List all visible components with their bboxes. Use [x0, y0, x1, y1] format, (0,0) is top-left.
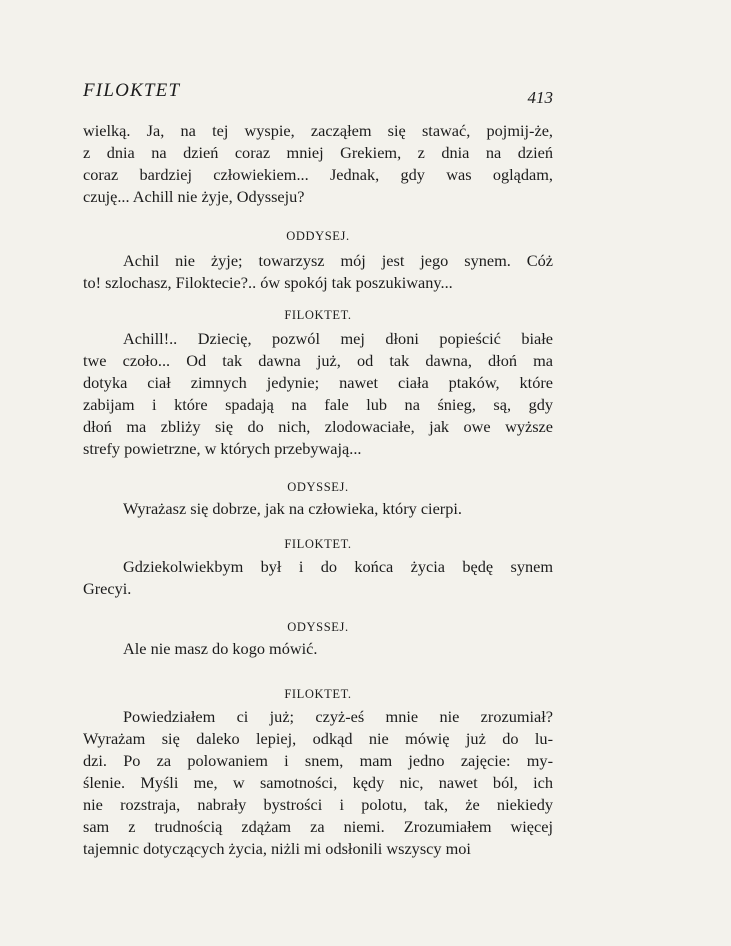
text-line: to! szlochasz, Filoktecie?.. ów spokój tak poszukiwany... — [83, 273, 453, 292]
speaker-name: FILOKTET. — [284, 308, 352, 322]
text-line: wielką. Ja, na tej wyspie, zacząłem się stawać, pojmij-że, — [83, 121, 553, 140]
text-line: zabijam i które spadają na fale lub na śnieg, są, gdy — [83, 395, 553, 414]
paragraph — [83, 498, 553, 520]
text-line: czuję... Achill nie żyje, Odysseju? — [83, 187, 305, 206]
text-line: coraz bardziej człowiekiem... Jednak, gdy was oglądam, — [83, 165, 553, 184]
paragraph — [83, 638, 553, 660]
text-line: nie rozstraja, nabrały bystrości i polotu, tak, że niekiedy — [83, 795, 553, 814]
page-number: 413 — [527, 88, 553, 107]
speaker-name: FILOKTET. — [284, 537, 352, 551]
text-line: Grecyi. — [83, 579, 132, 598]
text-line: sam z trudnością zdążam za niemi. Zrozumiałem więcej — [83, 817, 553, 836]
text-line: dłoń ma zbliży się do nich, zlodowaciałe, jak owe wyższe — [83, 417, 553, 436]
text-line: Powiedziałem ci już; czyż-eś mnie nie zrozumiał? — [123, 707, 553, 726]
text-line: z dnia na dzień coraz mniej Grekiem, z dnia na dzień — [83, 143, 553, 162]
page-header — [83, 80, 553, 110]
text-line: twe czoło... Od tak dawna już, od tak dawna, dłoń ma — [83, 351, 553, 370]
text-line: ślenie. Myśli me, w samotności, kędy nic, nawet ból, ich — [83, 773, 553, 792]
text-line: Wyrażam się daleko lepiej, odkąd nie mówię już do lu- — [83, 729, 553, 748]
speaker-name: FILOKTET. — [284, 687, 352, 701]
speaker-name: ODDYSEJ. — [286, 229, 350, 243]
text-line: Achill!.. Dziecię, pozwól mej dłoni popieścić białe — [123, 329, 553, 348]
paragraph — [83, 328, 553, 460]
running-title: FILOKTET — [83, 80, 181, 101]
speaker-name: ODYSSEJ. — [287, 480, 349, 494]
paragraph — [83, 556, 553, 600]
text-line: dzi. Po za polowaniem i snem, mam jedno zajęcie: my- — [83, 751, 553, 770]
paragraph — [83, 706, 553, 860]
speaker-name: ODYSSEJ. — [287, 620, 349, 634]
text-line: Gdziekolwiekbym był i do końca życia będę synem — [123, 557, 553, 576]
text-line: dotyka ciał zimnych jedynie; nawet ciała ptaków, które — [83, 373, 553, 392]
text-line: Achil nie żyje; towarzysz mój jest jego synem. Cóż — [123, 251, 553, 270]
text-line: Ale nie masz do kogo mówić. — [123, 639, 318, 658]
text-line: strefy powietrzne, w których przebywają... — [83, 439, 362, 458]
text-line: tajemnic dotyczących życia, niżli mi odsłonili wszyscy moi — [83, 839, 471, 858]
paragraph — [83, 120, 553, 208]
paragraph — [83, 250, 553, 294]
text-line: Wyrażasz się dobrze, jak na człowieka, który cierpi. — [123, 499, 462, 518]
